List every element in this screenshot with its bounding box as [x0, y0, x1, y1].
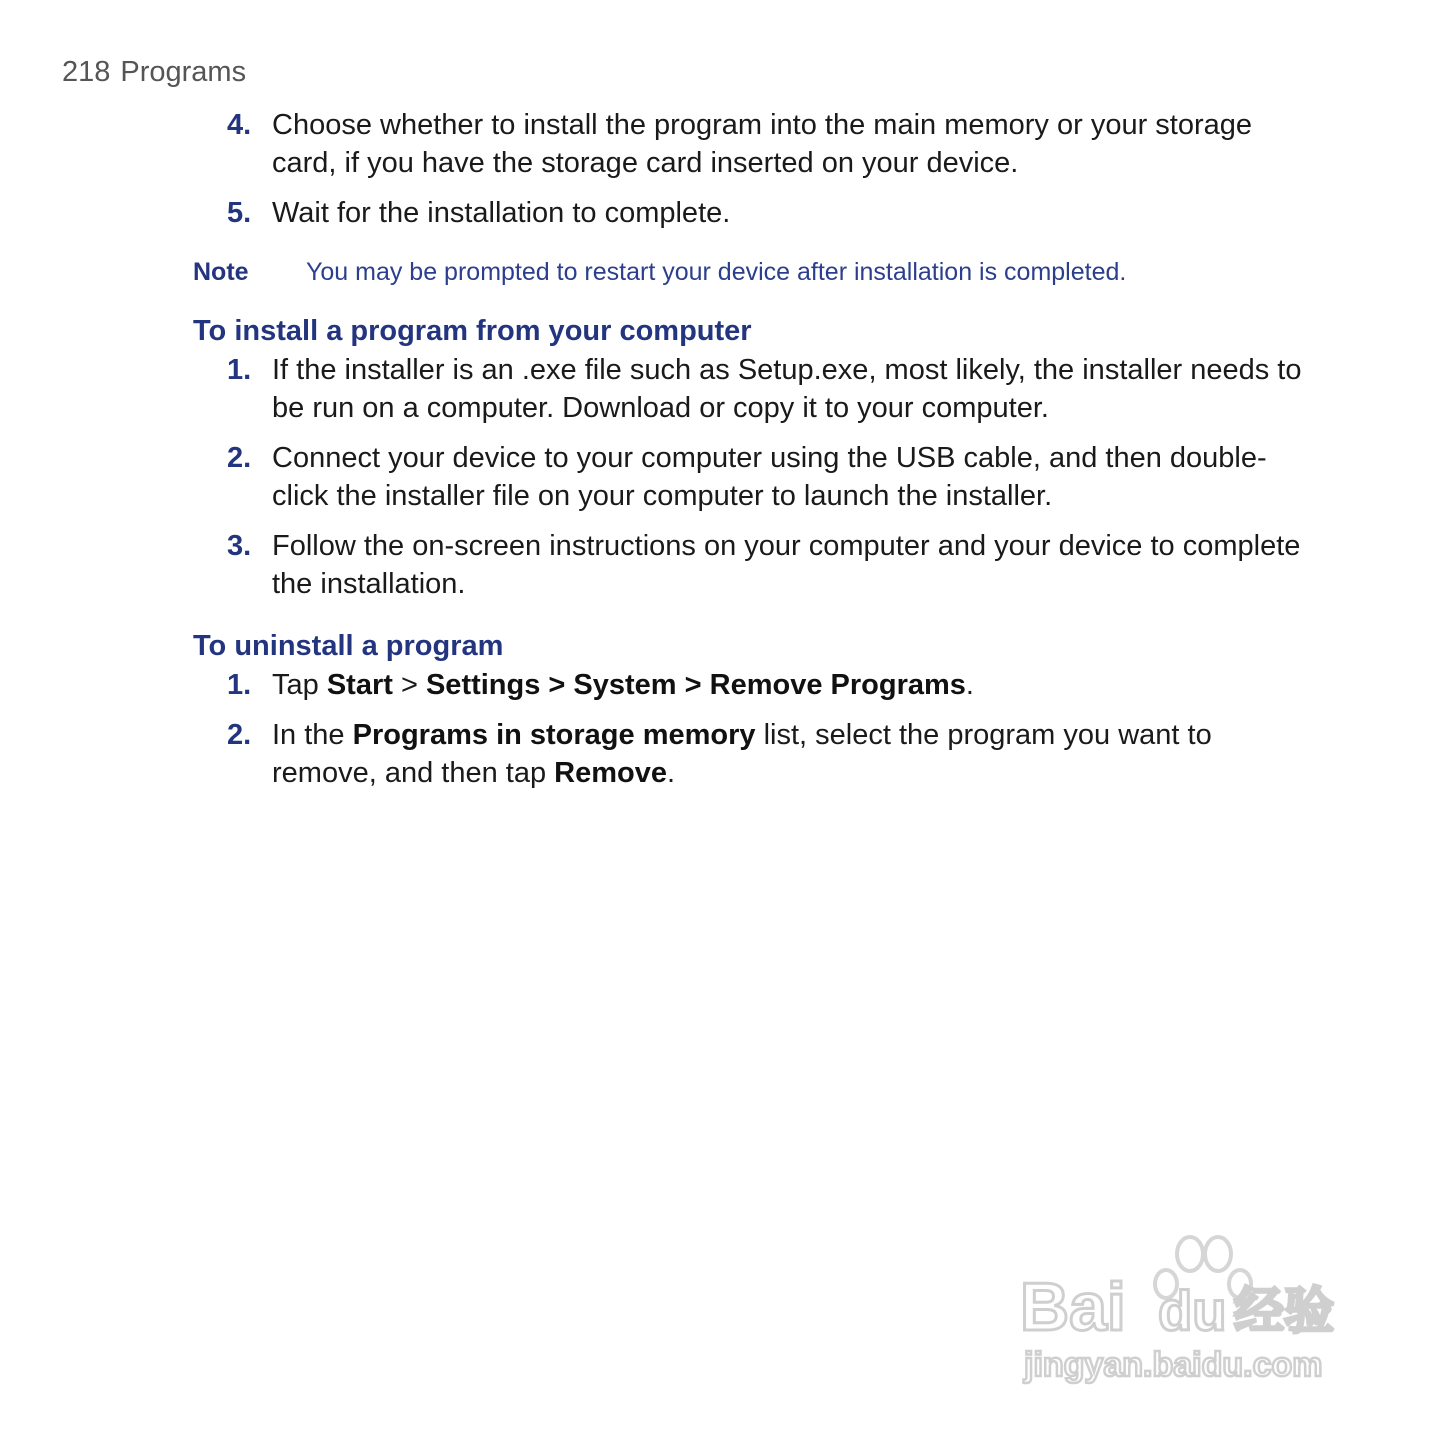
- svg-text:du: du: [1158, 1279, 1227, 1342]
- step-text: Choose whether to install the program into the main memory or your storage card, if you have the storage card inserted on your device.: [272, 109, 1253, 179]
- section-heading: To install a program from your computer: [193, 315, 752, 347]
- note-label: Note: [193, 258, 249, 286]
- step-text: Follow the on-screen instructions on your computer and your device to complete the installation.: [272, 530, 1301, 600]
- remove-action: Remove: [554, 757, 667, 789]
- uninstall-section: [193, 627, 1313, 804]
- step-number: 4.: [227, 109, 252, 141]
- watermark-url: jingyan.baidu.com: [1024, 1346, 1323, 1384]
- list-item: [193, 716, 1313, 792]
- list-item: [193, 106, 1313, 182]
- step-text: Wait for the installation to complete.: [272, 197, 731, 229]
- continued-steps: [193, 106, 1313, 244]
- note: [193, 255, 1426, 289]
- list-item: [193, 527, 1313, 603]
- start-menu-label: Start: [326, 669, 393, 701]
- list-item: [193, 194, 1313, 232]
- step-number: 5.: [227, 197, 252, 229]
- svg-text:Bai: Bai: [1020, 1269, 1126, 1345]
- step-number: 3.: [227, 530, 252, 562]
- list-item: [193, 439, 1313, 515]
- step-text: Tap Start > Settings > System > Remove Programs.: [272, 669, 974, 701]
- section-heading: To uninstall a program: [193, 630, 504, 662]
- step-number: 2.: [227, 719, 252, 751]
- programs-list-name: Programs in storage memory: [352, 719, 756, 751]
- list-item: [193, 666, 1313, 704]
- install-steps: [193, 351, 1313, 603]
- page-header: [62, 56, 246, 89]
- section-title: Programs: [120, 56, 247, 88]
- step-number: 2.: [227, 442, 252, 474]
- step-text: If the installer is an .exe file such as Setup.exe, most likely, the installer needs to be run on a computer. Download or copy it to your computer.: [272, 354, 1302, 424]
- step-text: In the Programs in storage memory list, select the program you want to remove, and then tap Remove.: [272, 719, 1212, 789]
- svg-text:经验: 经验: [1234, 1282, 1334, 1340]
- step-number: 1.: [227, 354, 252, 386]
- page-number: 218: [62, 56, 111, 88]
- baidu-paw-logo-icon: [1020, 1228, 1360, 1388]
- step-text: Connect your device to your computer using the USB cable, and then double-click the installer file on your computer to launch the installer.: [272, 442, 1267, 512]
- install-from-computer-section: [193, 312, 1313, 615]
- uninstall-steps: [193, 666, 1313, 792]
- list-item: [193, 351, 1313, 427]
- settings-path: Settings > System > Remove Programs: [425, 669, 966, 701]
- baidu-jingyan-watermark: [1020, 1228, 1360, 1388]
- step-number: 1.: [227, 669, 252, 701]
- note-text: You may be prompted to restart your device after installation is completed.: [306, 258, 1127, 286]
